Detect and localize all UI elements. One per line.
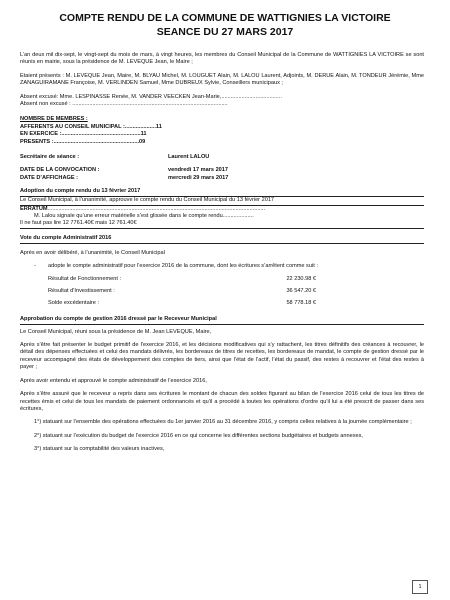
approbation-p2: Après s’être fait présenter le budget primitif de l’exercice 2016, et les décisions modificatives qui s’y rattachent, les titres définitifs des créances à recouvrer, le détail des dépenses effectuées et celui des mandats délivrés, les bordereaux de titres de recettes, les bordereaux de mandat, le compte de gestion dressé par le receveur accompagné des états de développement des comptes de tiers, ainsi que l’état de l’actif, l’état du passif, des restes à recouvrer et l’état des restes à payer ;: [20, 342, 424, 371]
approbation-p4: Après s’être assuré que le receveur a repris dans ses écritures le montant de chacun des soldes figurant au bilan de l’exercice 2016 celui de tous les titres de recettes émis et celui de tous les mandats de paiement ordonnancés et qu’il a procédé à toutes les opérations d’ordre qu’il lui a été prescrit de passer dans ses écritures,: [20, 391, 424, 412]
membres-row: [20, 139, 424, 146]
approbation-p6: 2°) statuant sur l’exécution du budget de l’exercice 2016 en ce qui concerne les différentes sections budgétaires et budgets annexes,: [34, 432, 363, 439]
approbation-p3: Après avoir entendu et approuvé le compte administratif de l’exercice 2016,: [20, 377, 207, 384]
secretaire-value: Laurent LALOU: [168, 154, 210, 161]
vote-bullet-text: adopte le compte administratif pour l’exercice 2016 de la commune, dont les écritures s’arrêtent comme suit :: [48, 263, 318, 270]
approbation-p5: 1°) statuant sur l’ensemble des opérations effectuées du 1er janvier 2016 au 31 décembre 2016, y compris celles relatives à la journée complémentaire ;: [34, 419, 412, 426]
date-row: [20, 167, 424, 174]
presents-paragraph: Etaient présents : M. LEVEQUE Jean, Maire, M. BLYAU Michel, M. LOUGUET Alain, M. LALOU Laurent, Adjoints, M. DERUE Alain, M. TONDEUR Jérémie, Mme ZANAGUIRAMANE Françoise, M. VERLINDEN Samuel, Mme DUBREUX Sylvie, Conseillers municipaux ;: [20, 72, 424, 87]
amount-row: [20, 300, 424, 307]
secretaire-label: Secrétaire de séance :: [20, 154, 80, 161]
membres-row-value: ...................................................11: [61, 131, 147, 138]
erratum-detail: M. Lalou signale qu’une erreur matérielle s’est glissée dans le compte rendu....................: [34, 213, 254, 219]
title-line-1: COMPTE RENDU DE LA COMMUNE DE WATTIGNIES LA VICTOIRE: [59, 12, 391, 24]
amount-value: 36 547.20 €: [286, 287, 316, 294]
date-row: [20, 175, 424, 182]
approbation-p1: Le Conseil Municipal, réuni sous la présidence de M. Jean LEVEQUE, Maire,: [20, 328, 212, 335]
membres-row-value: .......................................................09: [53, 138, 146, 145]
vote-section: [20, 235, 424, 308]
vote-heading: Vote du compte Administratif 2016: [20, 235, 424, 244]
membres-row-label: AFFERENTS AU CONSEIL MUNICIPAL :: [20, 123, 125, 130]
adoption-text: Le Conseil Municipal, à l’unanimité, approuve le compte rendu du Conseil Municipal du 13 février 2017: [20, 197, 424, 205]
dates-block: [20, 167, 424, 182]
amount-label: Résultat de Fonctionnement :: [48, 275, 122, 282]
title-line-2: SEANCE DU 27 MARS 2017: [156, 26, 294, 38]
absent-excuse: Absent excusé: Mme. LESPINASSE Renée, M. VANDER VEECKEN Jean-Marie,.......................................: [20, 93, 282, 100]
erratum-correction: Il ne faut pas lire 12 7761.40€ mais 12 761.40€: [20, 220, 424, 228]
membres-row: [20, 131, 424, 138]
membres-heading: NOMBRE DE MEMBRES :: [20, 116, 88, 123]
approbation-heading: Approbation du compte de gestion 2016 dressé par le Receveur Municipal: [20, 316, 424, 325]
amount-row: [20, 276, 424, 283]
intro-paragraph: L’an deux mil dix-sept, le vingt-sept du mois de mars, à vingt heures, les membres du Conseil Municipal de la Commune de WATTIGNIES LA VICTOIRE se sont réunis en mairie, sous la présidence de M. LEVEQUE Jean, le Maire ;: [20, 52, 424, 66]
erratum-label: ERRATUM: [20, 205, 48, 212]
page-number: 1: [412, 580, 428, 594]
erratum-line: [20, 206, 424, 213]
membres-row: [20, 124, 424, 131]
approbation-p7: 3°) statuant sur la comptabilité des valeurs inactives,: [34, 446, 165, 453]
vote-bullet: [20, 263, 424, 270]
document-title: [0, 11, 450, 39]
date-label: DATE DE LA CONVOCATION :: [20, 167, 100, 174]
membres-row-label: EN EXERCICE :: [20, 131, 62, 138]
membres-row-label: PRESENTS :: [20, 138, 54, 145]
amount-label: Solde excédentaire :: [48, 300, 99, 307]
date-label: DATE D’AFFICHAGE :: [20, 174, 79, 181]
bullet-dash-icon: -: [34, 263, 36, 270]
date-value: mercredi 29 mars 2017: [168, 174, 229, 181]
date-value: vendredi 17 mars 2017: [168, 167, 229, 174]
amount-value: 58 778.18 €: [286, 300, 316, 307]
secretaire-row: [20, 154, 424, 161]
amount-value: 22 230.98 €: [286, 275, 316, 282]
membres-row-value: ....................11: [124, 123, 162, 130]
membres-block: [20, 116, 424, 146]
adoption-heading: Adoption du compte rendu du 13 février 2017: [20, 188, 424, 197]
absent-non-excuse: Absent non excusé : ....................................................................................................: [20, 101, 228, 108]
vote-intro: Après en avoir délibéré, à l’unanimité, le Conseil Municipal: [20, 249, 165, 256]
document-body: [20, 52, 424, 454]
erratum-dots: ............................................................................................................................................: [47, 205, 266, 212]
adoption-section: [20, 188, 424, 229]
amount-row: [20, 288, 424, 295]
approbation-section: [20, 316, 424, 454]
amount-label: Résultat d’Investissement :: [48, 287, 115, 294]
